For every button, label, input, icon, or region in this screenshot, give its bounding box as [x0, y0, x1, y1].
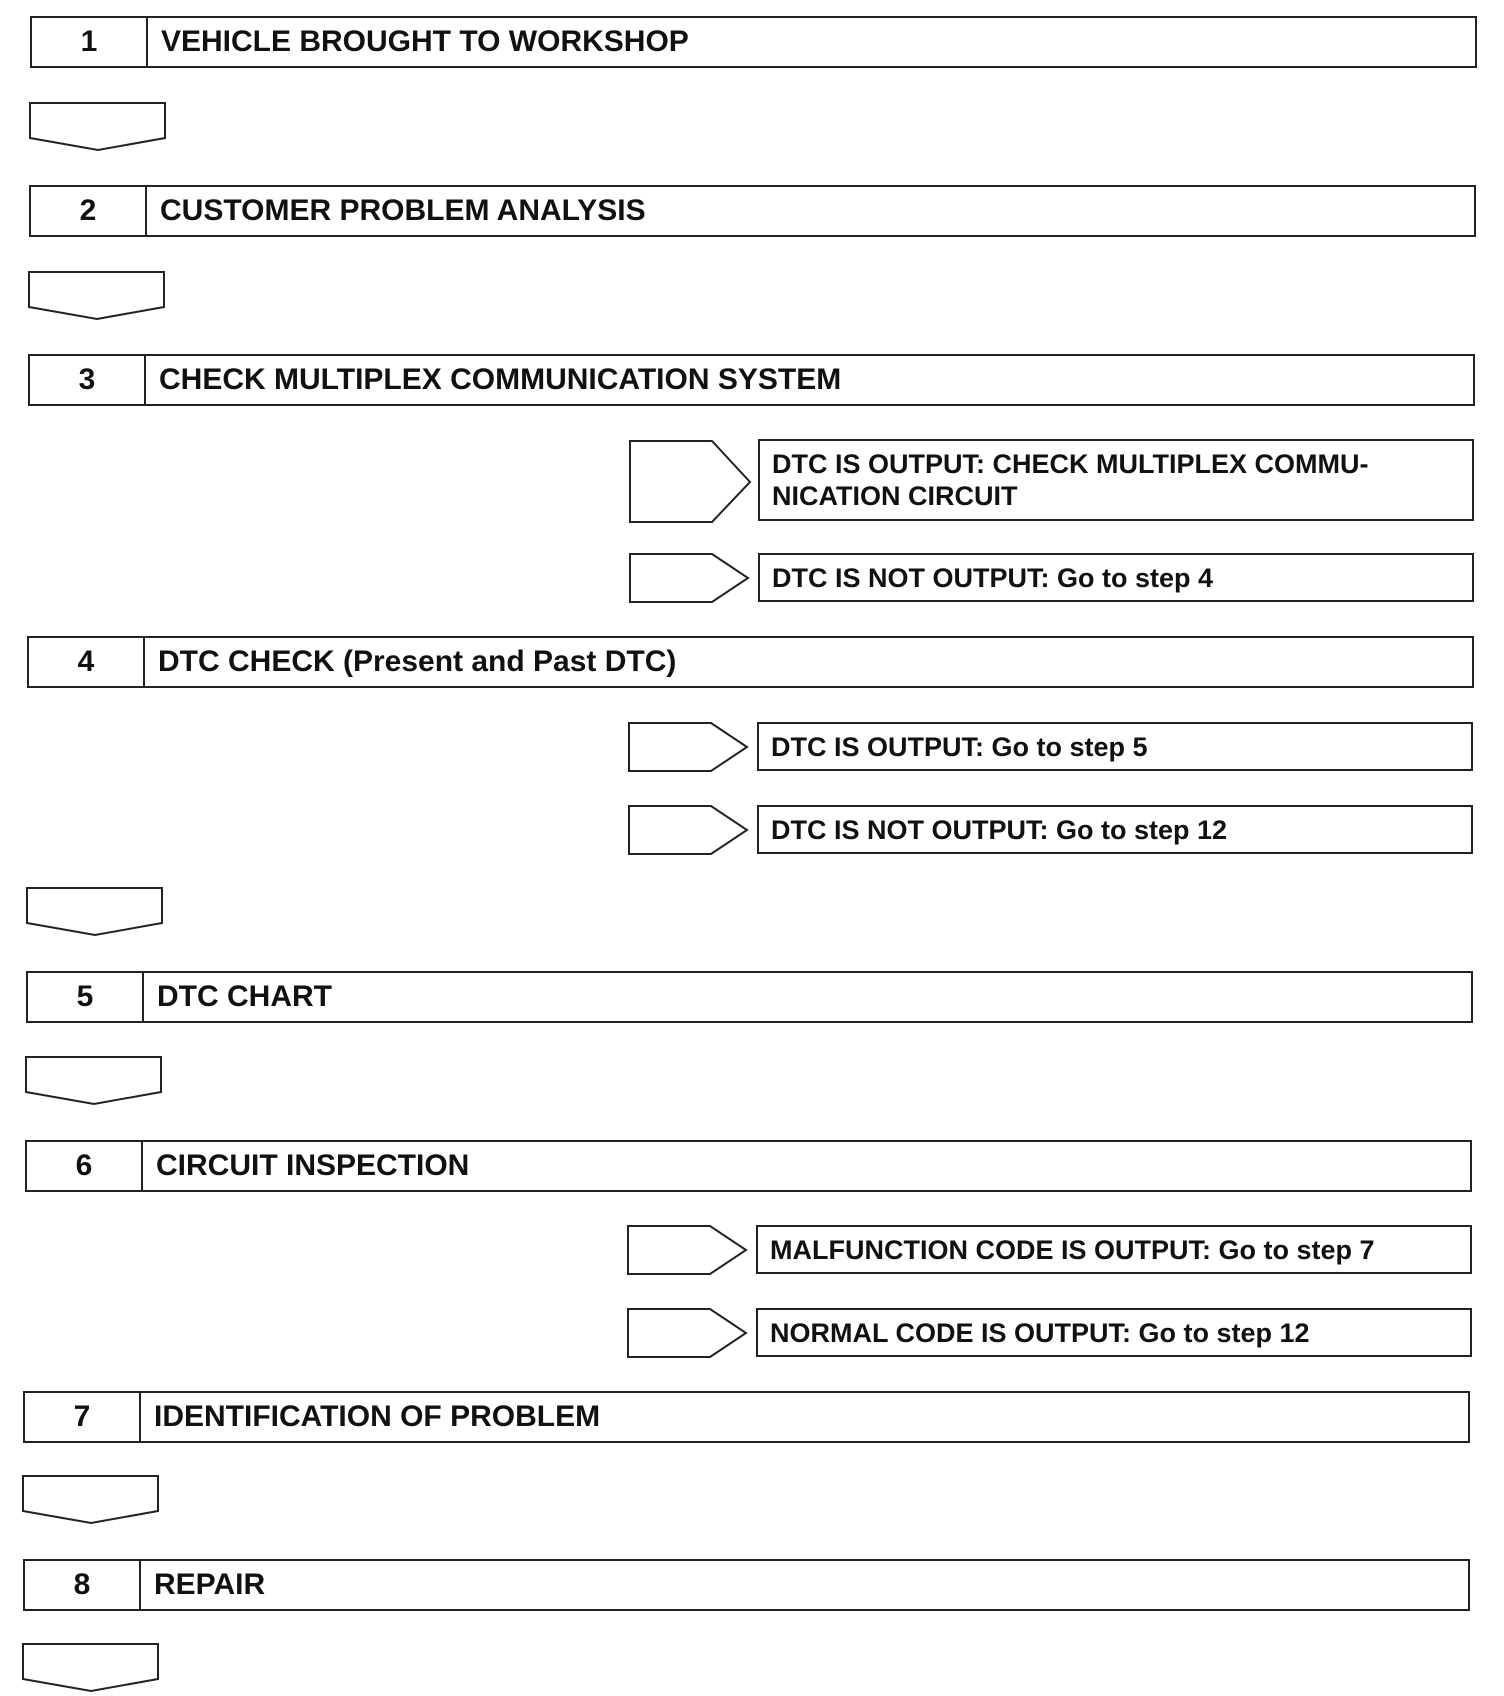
step-label: REPAIR	[154, 1568, 266, 1601]
step-number: 3	[30, 356, 146, 404]
step-number: 8	[25, 1561, 141, 1609]
step-2-box	[29, 185, 1476, 237]
step-number: 1	[32, 18, 148, 66]
right-arrow-step4-dtc-output	[629, 723, 747, 771]
step-label: CUSTOMER PROBLEM ANALYSIS	[160, 194, 646, 227]
step-8-box	[23, 1559, 1470, 1611]
result-step6-malfunction	[756, 1225, 1472, 1274]
right-arrow-step6-malfunction	[628, 1226, 746, 1274]
result-text: DTC IS OUTPUT: Go to step 5	[771, 731, 1148, 762]
right-arrow-step3-dtc-not-output	[630, 554, 748, 602]
down-arrow-8-next	[23, 1644, 158, 1691]
step-label: CHECK MULTIPLEX COMMUNICATION SYSTEM	[159, 363, 842, 396]
step-6-box	[25, 1140, 1472, 1192]
down-arrow-1-2	[30, 103, 165, 150]
step-4-box	[27, 636, 1474, 688]
step-1-box	[30, 16, 1477, 68]
step-number: 6	[27, 1142, 143, 1190]
result-step6-normal	[756, 1308, 1472, 1357]
result-text-line-1: DTC IS OUTPUT: CHECK MULTIPLEX COMMU-	[772, 449, 1369, 479]
right-arrow-step6-normal	[628, 1309, 746, 1357]
down-arrow-7-8	[23, 1476, 158, 1523]
down-arrow-4-5	[27, 888, 162, 935]
step-label: DTC CHART	[157, 980, 332, 1013]
step-number: 4	[29, 638, 145, 686]
step-label: IDENTIFICATION OF PROBLEM	[154, 1400, 601, 1433]
result-text: MALFUNCTION CODE IS OUTPUT: Go to step 7	[770, 1234, 1375, 1265]
result-text: DTC IS NOT OUTPUT: Go to step 12	[771, 814, 1228, 845]
step-number: 5	[28, 973, 144, 1021]
result-step4-dtc-not-output	[757, 805, 1473, 854]
right-arrow-step4-dtc-not-output	[629, 806, 747, 854]
result-text-line-2: NICATION CIRCUIT	[772, 481, 1018, 511]
step-number: 2	[31, 187, 147, 235]
right-arrow-step3-dtc-output	[630, 441, 750, 522]
down-arrow-2-3	[29, 272, 164, 319]
step-label: CIRCUIT INSPECTION	[156, 1149, 470, 1182]
result-step3-dtc-output	[758, 439, 1474, 521]
step-label: VEHICLE BROUGHT TO WORKSHOP	[161, 25, 689, 58]
result-step3-dtc-not-output	[758, 553, 1474, 602]
step-5-box	[26, 971, 1473, 1023]
result-text: DTC IS NOT OUTPUT: Go to step 4	[772, 562, 1214, 593]
step-7-box	[23, 1391, 1470, 1443]
step-3-box	[28, 354, 1475, 406]
step-label: DTC CHECK (Present and Past DTC)	[158, 645, 677, 678]
down-arrow-5-6	[26, 1057, 161, 1104]
step-number: 7	[25, 1393, 141, 1441]
result-text: NORMAL CODE IS OUTPUT: Go to step 12	[770, 1317, 1310, 1348]
result-step4-dtc-output	[757, 722, 1473, 771]
